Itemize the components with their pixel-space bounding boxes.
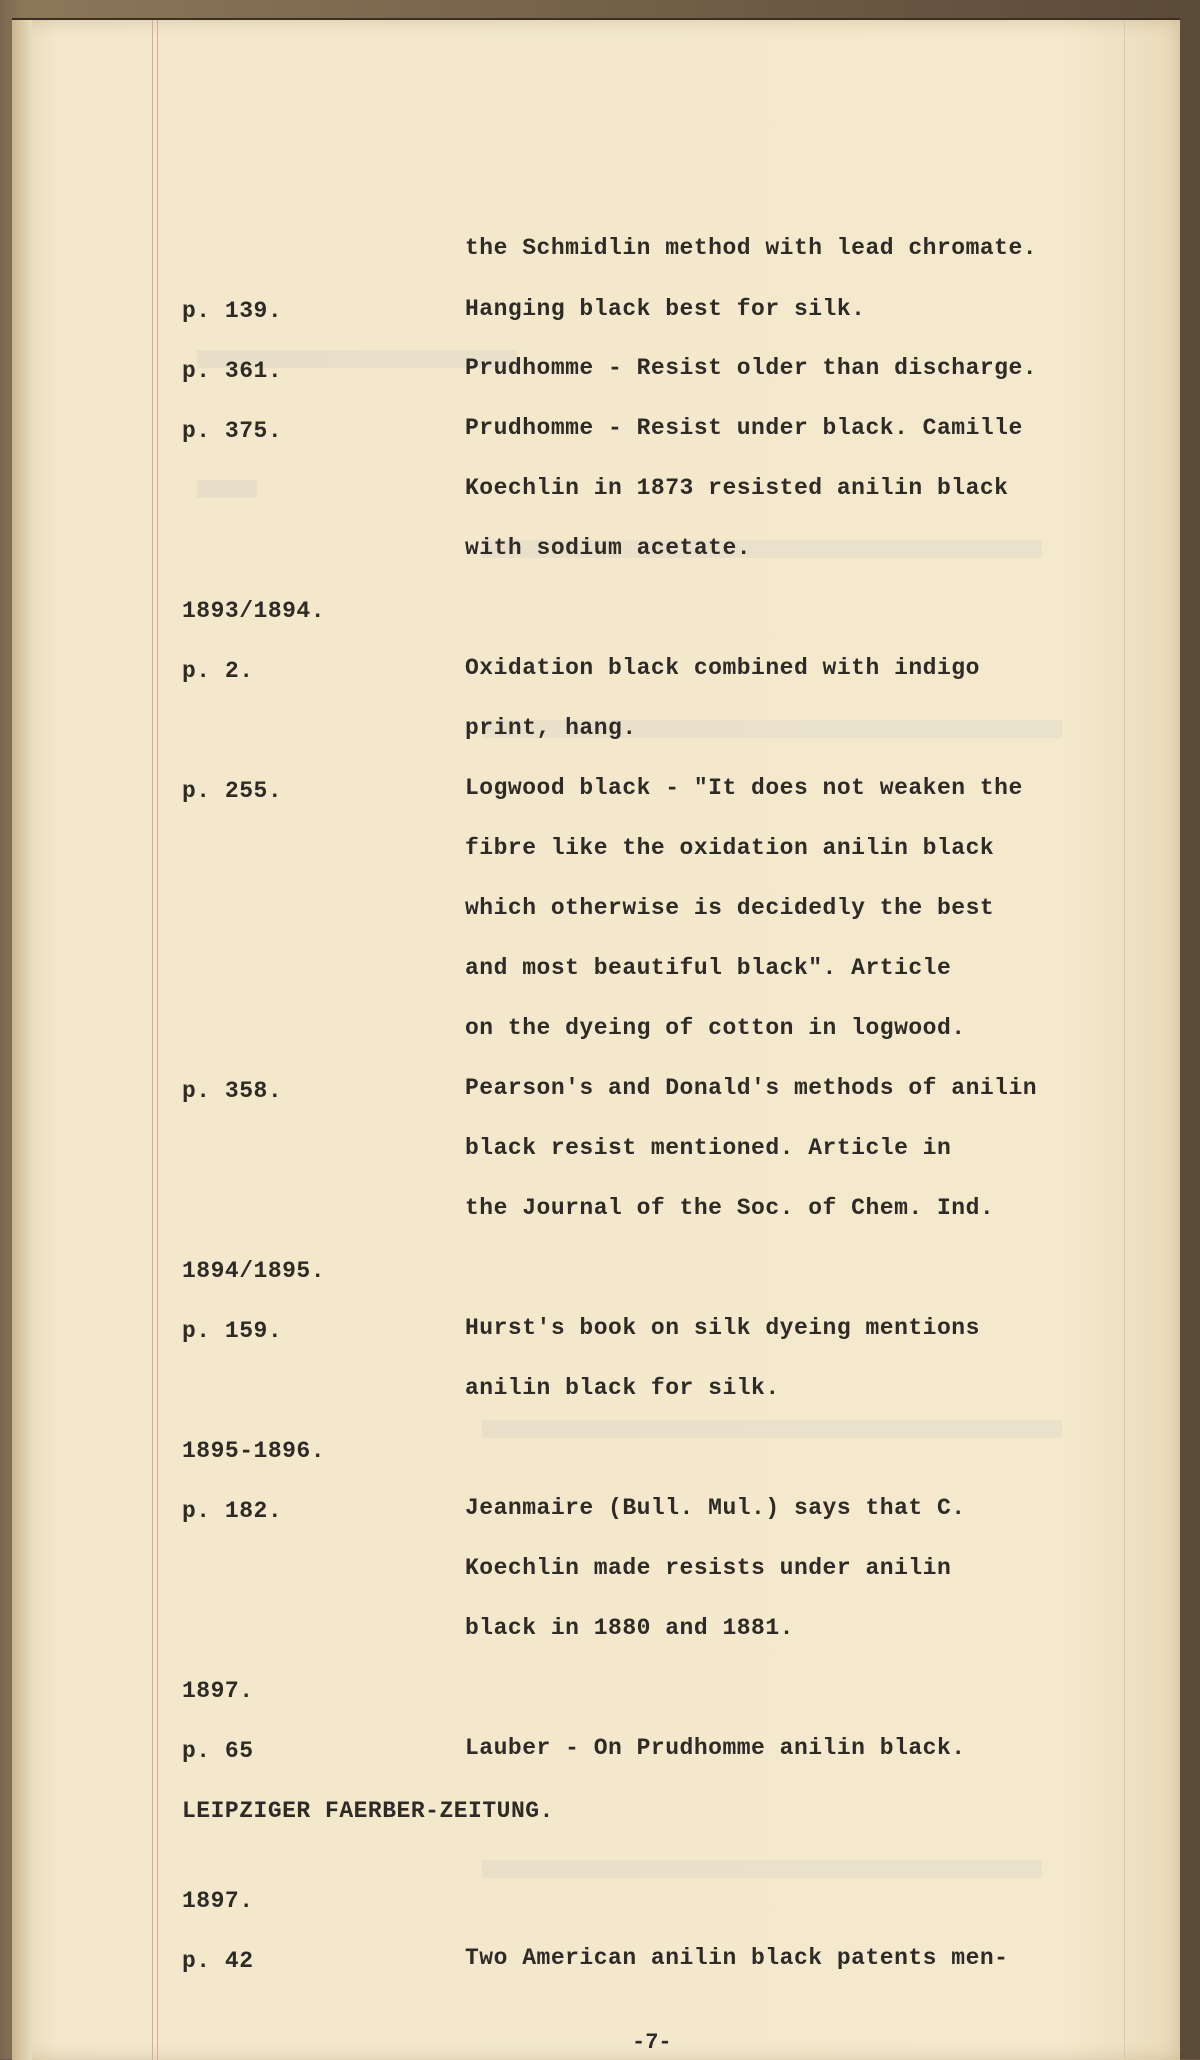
- page-reference: p. 159.: [182, 1318, 283, 1344]
- entry-text: fibre like the oxidation anilin black: [465, 835, 995, 861]
- entry-text: anilin black for silk.: [465, 1375, 780, 1401]
- entry-text: print, hang.: [465, 715, 637, 741]
- entry-text: the Schmidlin method with lead chromate.: [465, 235, 1038, 261]
- margin-rule: [152, 20, 153, 2060]
- entry-text: on the dyeing of cotton in logwood.: [465, 1015, 966, 1041]
- entry-text: Hanging black best for silk.: [465, 296, 866, 322]
- entry-text: the Journal of the Soc. of Chem. Ind.: [465, 1195, 995, 1221]
- entry-text: Pearson's and Donald's methods of anilin: [465, 1075, 1038, 1101]
- entry-text: Lauber - On Prudhomme anilin black.: [465, 1735, 966, 1761]
- bleed-through: [197, 480, 257, 498]
- page-reference: p. 361.: [182, 358, 283, 384]
- entry-text: Logwood black - "It does not weaken the: [465, 775, 1023, 801]
- volume-year: 1893/1894.: [182, 598, 326, 624]
- entry-text: Oxidation black combined with indigo: [465, 655, 980, 681]
- page-reference: p. 182.: [182, 1498, 283, 1524]
- page-reference: p. 255.: [182, 778, 283, 804]
- page-reference: p. 65: [182, 1738, 254, 1764]
- entry-text: Koechlin in 1873 resisted anilin black: [465, 475, 1009, 501]
- entry-text: Koechlin made resists under anilin: [465, 1555, 952, 1581]
- entry-text: Prudhomme - Resist older than discharge.: [465, 355, 1038, 381]
- entry-text: Hurst's book on silk dyeing mentions: [465, 1315, 980, 1341]
- volume-year: 1897.: [182, 1678, 254, 1704]
- bleed-through: [482, 1860, 1042, 1878]
- page-binding: [12, 20, 32, 2060]
- entry-text: with sodium acetate.: [465, 535, 752, 561]
- page-reference: p. 358.: [182, 1078, 283, 1104]
- volume-year: 1897.: [182, 1888, 254, 1914]
- entry-text: Jeanmaire (Bull. Mul.) says that C.: [465, 1495, 966, 1521]
- margin-rule: [157, 20, 158, 2060]
- entry-text: Two American anilin black patents men-: [465, 1945, 1009, 1971]
- entry-text: black in 1880 and 1881.: [465, 1615, 794, 1641]
- page-reference: p. 375.: [182, 418, 283, 444]
- entry-text: black resist mentioned. Article in: [465, 1135, 952, 1161]
- page-reference: p. 42: [182, 1948, 254, 1974]
- entry-text: which otherwise is decidedly the best: [465, 895, 995, 921]
- page-reference: p. 2.: [182, 658, 254, 684]
- page-reference: p. 139.: [182, 298, 283, 324]
- entry-text: and most beautiful black". Article: [465, 955, 952, 981]
- page-number: -7-: [632, 2030, 672, 2055]
- right-edge-rule: [1124, 20, 1125, 2060]
- entry-text: Prudhomme - Resist under black. Camille: [465, 415, 1023, 441]
- volume-year: 1894/1895.: [182, 1258, 326, 1284]
- volume-year: 1895-1896.: [182, 1438, 326, 1464]
- bleed-through: [482, 1420, 1062, 1438]
- journal-heading: LEIPZIGER FAERBER-ZEITUNG.: [182, 1798, 554, 1824]
